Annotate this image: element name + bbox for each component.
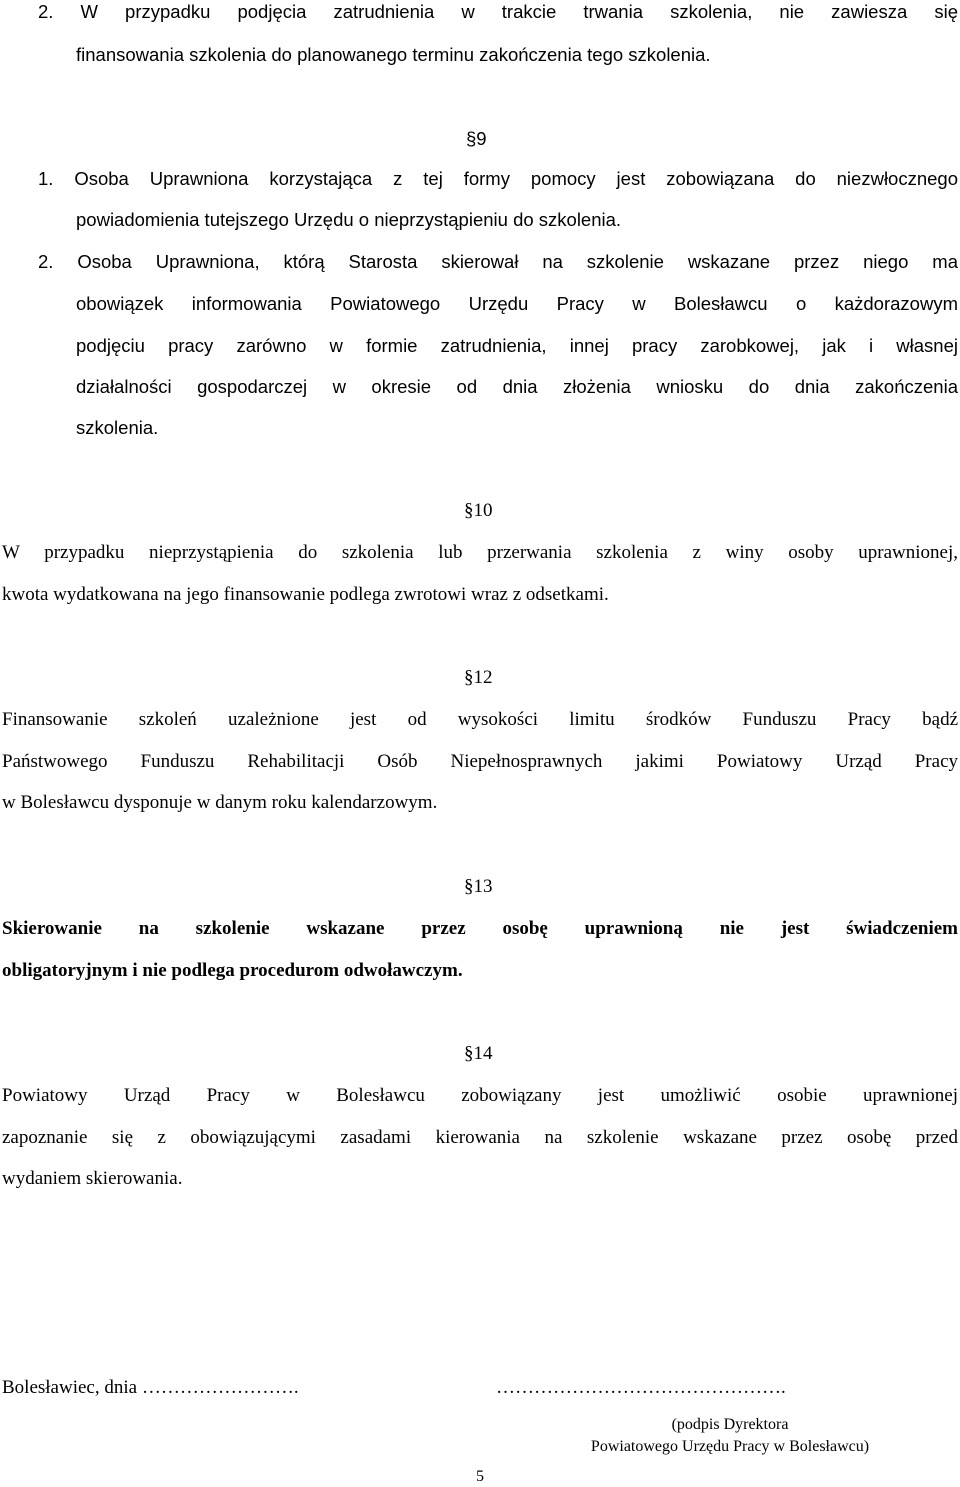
paragraph-line: działalności gospodarczej w okresie od dnia złożenia wniosku do dnia zakończenia [76,376,958,397]
paragraph-line: Państwowego Funduszu Rehabilitacji Osób Niepełnosprawnych jakimi Powiatowy Urząd Pracy [2,751,958,772]
paragraph-line: Finansowanie szkoleń uzależnione jest od wysokości limitu środków Funduszu Pracy bądź [2,709,958,730]
paragraph-line: Powiatowy Urząd Pracy w Bolesławcu zobowiązany jest umożliwić osobie uprawnionej [2,1085,958,1106]
signature-caption-line2: Powiatowego Urzędu Pracy w Bolesławcu) [590,1438,870,1455]
paragraph-line: finansowania szkolenia do planowanego terminu zakończenia tego szkolenia. [76,44,711,65]
paragraph-line: W przypadku nieprzystąpienia do szkolenia lub przerwania szkolenia z winy osoby uprawnionej, [2,542,958,563]
section-heading: §9 [466,128,487,149]
paragraph-line: Skierowanie na szkolenie wskazane przez osobę uprawnioną nie jest świadczeniem [2,918,958,939]
paragraph-line: obligatoryjnym i nie podlega procedurom odwoławczym. [2,960,463,981]
section-heading: §14 [464,1043,493,1064]
page-number: 5 [476,1468,484,1485]
section-heading: §12 [464,667,493,688]
place-date-line: Bolesławiec, dnia ……………………. [2,1377,299,1398]
paragraph-line: 1. Osoba Uprawniona korzystająca z tej formy pomocy jest zobowiązana do niezwłocznego [38,168,958,189]
paragraph-line: szkolenia. [76,417,159,438]
signature-line: ………………………………………. [496,1377,786,1398]
paragraph-line: powiadomienia tutejszego Urzędu o nieprzystąpieniu do szkolenia. [76,209,622,230]
paragraph-line: w Bolesławcu dysponuje w danym roku kalendarzowym. [2,792,438,813]
paragraph-line: kwota wydatkowana na jego finansowanie podlega zwrotowi wraz z odsetkami. [2,584,609,605]
paragraph-line: 2. Osoba Uprawniona, którą Starosta skierował na szkolenie wskazane przez niego ma [38,251,958,272]
signature-caption-line1: (podpis Dyrektora [671,1416,789,1433]
paragraph-line: 2. W przypadku podjęcia zatrudnienia w trakcie trwania szkolenia, nie zawiesza się [38,1,958,22]
section-heading: §10 [464,500,493,521]
paragraph-line: podjęciu pracy zarówno w formie zatrudnienia, innej pracy zarobkowej, jak i własnej [76,335,958,356]
paragraph-line: wydaniem skierowania. [2,1168,183,1189]
paragraph-line: zapoznanie się z obowiązującymi zasadami kierowania na szkolenie wskazane przez osobę przed [2,1127,958,1148]
paragraph-line: obowiązek informowania Powiatowego Urzędu Pracy w Bolesławcu o każdorazowym [76,293,958,314]
section-heading: §13 [464,876,493,897]
